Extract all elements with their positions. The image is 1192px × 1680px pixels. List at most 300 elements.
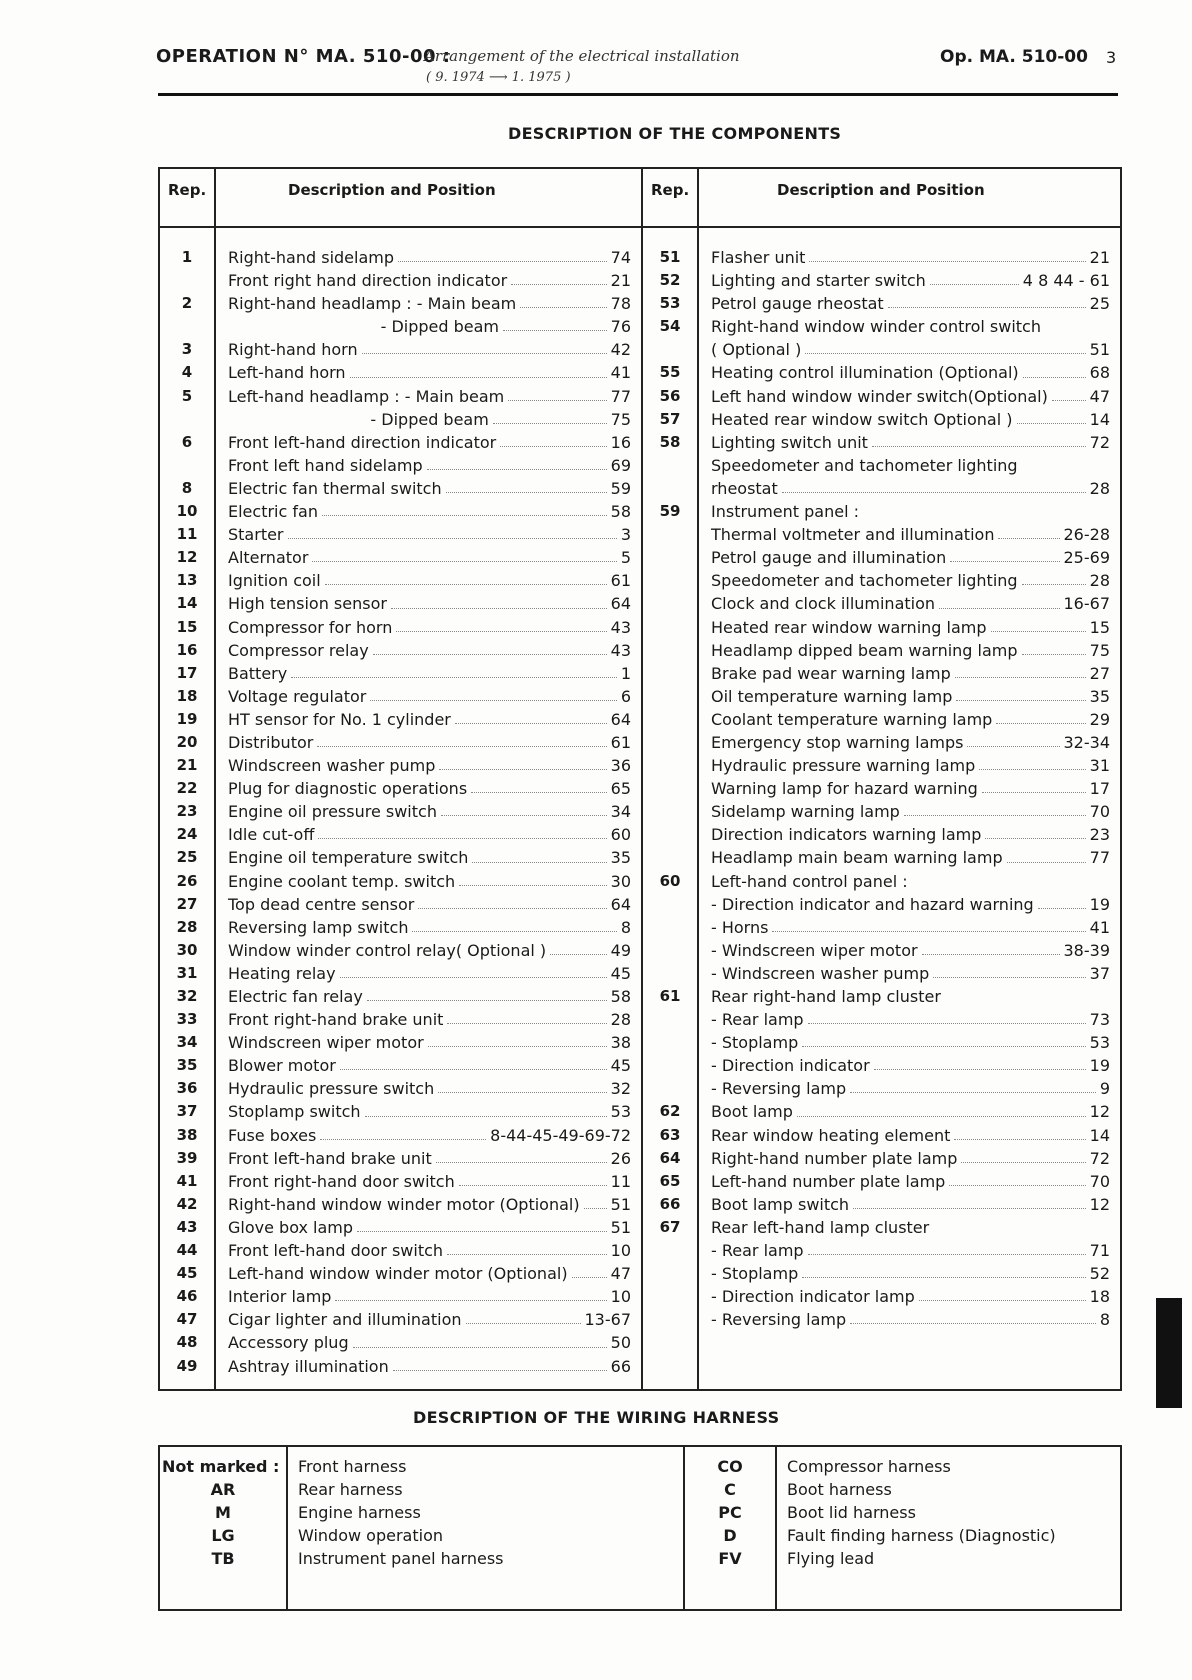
leader-dots	[912, 870, 1106, 886]
rep-number: 49	[176, 1356, 198, 1375]
component-row	[699, 662, 1120, 685]
rep-number: 63	[659, 1125, 681, 1144]
component-desc: Compressor for horn	[228, 617, 393, 637]
component-desc: Right-hand horn	[228, 340, 358, 360]
operation-number: OPERATION N° MA. 510-00 :	[156, 46, 451, 67]
component-row	[699, 777, 1120, 800]
rep-number: 45	[176, 1264, 198, 1283]
component-desc: Right-hand number plate lamp	[711, 1148, 958, 1168]
component-position: 61	[610, 571, 631, 591]
leader-dots	[362, 338, 607, 354]
component-row	[699, 408, 1120, 431]
component-desc: - Dipped beam	[228, 409, 489, 429]
leader-dots	[1007, 846, 1086, 862]
harness-code: M	[215, 1503, 231, 1522]
component-row	[699, 500, 1120, 523]
component-row	[699, 708, 1120, 731]
component-position: 69	[610, 455, 631, 475]
component-desc: Front right-hand door switch	[228, 1171, 455, 1191]
component-position: 70	[1089, 1171, 1110, 1191]
component-position: 61	[610, 732, 631, 752]
left-rep-column	[160, 246, 214, 1378]
component-position: 3	[620, 525, 631, 545]
rep-number	[160, 408, 214, 431]
rep-number: 2	[181, 294, 193, 313]
component-position: 77	[610, 386, 631, 406]
component-row	[216, 846, 641, 869]
component-position: 5	[620, 548, 631, 568]
leader-dots	[393, 1355, 607, 1371]
leader-dots	[939, 592, 1059, 608]
component-row	[699, 1124, 1120, 1147]
component-position: 8	[620, 917, 631, 937]
component-desc: Left-hand control panel :	[711, 871, 908, 891]
leader-dots	[493, 408, 607, 424]
leader-dots	[373, 639, 607, 655]
component-desc: Front left-hand direction indicator	[228, 432, 497, 452]
component-row	[216, 315, 641, 338]
component-row	[216, 500, 641, 523]
component-position: 16-67	[1063, 594, 1110, 614]
component-row	[699, 616, 1120, 639]
component-row	[216, 916, 641, 939]
leader-dots	[955, 662, 1086, 678]
leader-dots	[1052, 385, 1086, 401]
leader-dots	[427, 454, 607, 470]
component-row	[216, 662, 641, 685]
component-desc: Clock and clock illumination	[711, 594, 936, 614]
rep-number	[643, 1008, 697, 1031]
component-row	[699, 361, 1120, 384]
rep-number	[643, 662, 697, 685]
rep-number: 62	[659, 1102, 681, 1121]
component-row	[216, 1147, 641, 1170]
component-position: 45	[610, 1056, 631, 1076]
components-table	[158, 167, 1122, 1391]
leader-dots	[398, 246, 607, 262]
leader-dots	[808, 1239, 1086, 1255]
component-position: 35	[1089, 686, 1110, 706]
rep-number: 51	[659, 248, 681, 266]
component-position: 19	[1089, 894, 1110, 914]
leader-dots	[919, 1285, 1086, 1301]
component-position: 28	[1089, 571, 1110, 591]
component-row	[216, 1054, 641, 1077]
component-desc: Cigar lighter and illumination	[228, 1310, 462, 1330]
component-position: 21	[1089, 248, 1110, 267]
rep-number: 12	[176, 548, 198, 567]
component-position: 23	[1089, 825, 1110, 845]
component-row	[216, 1262, 641, 1285]
leader-dots	[888, 292, 1086, 308]
component-position: 47	[610, 1264, 631, 1284]
leader-dots	[459, 870, 606, 886]
rep-number	[643, 477, 697, 500]
rep-number	[643, 1054, 697, 1077]
harness-right-codes	[685, 1455, 775, 1570]
rep-number	[643, 338, 697, 361]
component-row	[699, 985, 1120, 1008]
component-position: 75	[610, 409, 631, 429]
component-row	[699, 916, 1120, 939]
component-row	[216, 777, 641, 800]
component-desc: Left-hand number plate lamp	[711, 1171, 946, 1191]
leader-dots	[982, 777, 1086, 793]
leader-dots	[584, 1193, 607, 1209]
harness-left-names	[288, 1455, 683, 1570]
leader-dots	[572, 1262, 607, 1278]
component-position: 43	[610, 640, 631, 660]
harness-code: AR	[210, 1480, 236, 1499]
component-desc: Heated rear window warning lamp	[711, 617, 987, 637]
leader-dots	[956, 685, 1085, 701]
rep-number	[643, 1239, 697, 1262]
component-row	[216, 1100, 641, 1123]
leader-dots	[353, 1331, 607, 1347]
leader-dots	[996, 708, 1085, 724]
rep-number: 31	[176, 963, 198, 982]
component-desc: Engine oil temperature switch	[228, 848, 469, 868]
component-desc: Boot lamp switch	[711, 1194, 850, 1214]
rep-number: 60	[659, 871, 681, 890]
component-position: 36	[610, 756, 631, 776]
component-row	[699, 292, 1120, 315]
leader-dots	[945, 985, 1106, 1001]
component-desc: Engine oil pressure switch	[228, 802, 437, 822]
rep-number: 59	[659, 502, 681, 521]
leader-dots	[930, 269, 1019, 285]
component-row	[699, 431, 1120, 454]
leader-dots	[438, 1077, 606, 1093]
rep-number	[643, 523, 697, 546]
rep-number: 30	[176, 940, 198, 959]
component-row	[216, 639, 641, 662]
component-position: 12	[1089, 1194, 1110, 1214]
harness-name: Window operation	[298, 1526, 443, 1545]
component-position: 26	[610, 1148, 631, 1168]
component-row	[699, 454, 1120, 477]
rep-number: 16	[176, 640, 198, 659]
leader-dots	[335, 1285, 606, 1301]
rep-number: 22	[176, 779, 198, 798]
rep-number: 6	[181, 432, 193, 451]
rep-number: 1	[181, 248, 193, 266]
component-desc: - Dipped beam	[228, 317, 499, 337]
component-desc: Idle cut-off	[228, 825, 315, 845]
leader-dots	[782, 477, 1086, 493]
leader-dots	[933, 1216, 1106, 1232]
component-row	[699, 1077, 1120, 1100]
component-desc: - Stoplamp	[711, 1033, 799, 1053]
component-row	[699, 246, 1120, 269]
component-position: 10	[610, 1241, 631, 1261]
leader-dots	[797, 1100, 1086, 1116]
rep-number: 61	[659, 987, 681, 1005]
harness-code: TB	[211, 1549, 235, 1568]
leader-dots	[459, 1170, 607, 1186]
component-position: 64	[610, 894, 631, 914]
leader-dots	[447, 1008, 606, 1024]
component-row	[699, 870, 1120, 893]
component-position: 21	[610, 271, 631, 291]
leader-dots	[320, 1124, 486, 1140]
component-position: 72	[1089, 1148, 1110, 1168]
component-desc: - Direction indicator and hazard warning	[711, 894, 1034, 914]
leader-dots	[954, 1124, 1085, 1140]
component-row	[699, 385, 1120, 408]
leader-dots	[325, 569, 607, 585]
harness-name: Boot lid harness	[787, 1503, 916, 1522]
leader-dots	[950, 546, 1059, 562]
component-desc: Fuse boxes	[228, 1125, 317, 1145]
harness-code: CO	[717, 1457, 743, 1476]
component-position: 28	[610, 1010, 631, 1030]
component-desc: Left hand window winder switch(Optional)	[711, 386, 1048, 406]
rep-number: 23	[176, 802, 198, 821]
component-position: 9	[1099, 1079, 1110, 1099]
component-position: 51	[1089, 340, 1110, 360]
leader-dots	[447, 1239, 607, 1255]
component-row	[699, 731, 1120, 754]
component-position: 64	[610, 709, 631, 729]
component-desc: - Rear lamp	[711, 1010, 804, 1030]
component-row	[699, 754, 1120, 777]
rep-number: 65	[659, 1171, 681, 1190]
component-position: 58	[610, 987, 631, 1006]
rep-number: 18	[176, 686, 198, 705]
component-position: 13-67	[584, 1310, 631, 1330]
component-position: 60	[610, 825, 631, 845]
leader-dots	[904, 800, 1086, 816]
component-position: 41	[1089, 917, 1110, 937]
component-desc: Front right-hand brake unit	[228, 1010, 444, 1030]
leader-dots	[391, 592, 607, 608]
leader-dots	[340, 962, 607, 978]
component-position: 11	[610, 1171, 631, 1191]
component-position: 77	[1089, 848, 1110, 868]
harness-name: Rear harness	[298, 1480, 403, 1499]
component-row	[216, 616, 641, 639]
component-desc: Right-hand window winder motor (Optional)	[228, 1194, 580, 1214]
component-position: 38-39	[1063, 940, 1110, 960]
component-position: 31	[1089, 756, 1110, 776]
rep-number: 53	[659, 294, 681, 313]
leader-dots	[979, 754, 1085, 770]
component-desc: Heating relay	[228, 963, 336, 983]
harness-name: Boot harness	[787, 1480, 892, 1499]
rep-number	[643, 1285, 697, 1308]
component-position: 28	[1089, 478, 1110, 498]
page-tab-marker	[1156, 1298, 1182, 1408]
component-position: 12	[1089, 1102, 1110, 1122]
harness-name: Engine harness	[298, 1503, 421, 1522]
leader-dots	[439, 754, 606, 770]
leader-dots	[1022, 639, 1086, 655]
component-desc: Windscreen wiper motor	[228, 1033, 424, 1053]
component-row	[216, 1355, 641, 1378]
rep-number: 64	[659, 1148, 681, 1167]
rep-number: 24	[176, 825, 198, 844]
component-position: 37	[1089, 963, 1110, 983]
component-position: 6	[620, 686, 631, 706]
leader-dots	[288, 523, 617, 539]
leader-dots	[428, 1031, 607, 1047]
component-row	[216, 385, 641, 408]
component-position: 8-44-45-49-69-72	[490, 1125, 631, 1145]
leader-dots	[985, 823, 1085, 839]
harness-code: LG	[211, 1526, 235, 1545]
component-desc: Interior lamp	[228, 1287, 332, 1307]
component-row	[699, 269, 1120, 292]
component-row	[699, 939, 1120, 962]
component-desc: Plug for diagnostic operations	[228, 779, 468, 799]
component-position: 66	[610, 1356, 631, 1376]
rep-number	[643, 731, 697, 754]
component-row	[216, 361, 641, 384]
rep-number	[643, 685, 697, 708]
leader-dots	[967, 731, 1059, 747]
component-row	[216, 1285, 641, 1308]
component-desc: High tension sensor	[228, 594, 387, 614]
component-position: 47	[1089, 386, 1110, 406]
leader-dots	[809, 246, 1085, 262]
component-row	[216, 962, 641, 985]
component-row	[699, 1193, 1120, 1216]
component-row	[699, 1147, 1120, 1170]
rep-number	[643, 962, 697, 985]
component-position: 59	[610, 478, 631, 498]
leader-dots	[772, 916, 1085, 932]
component-desc: Electric fan	[228, 502, 318, 522]
harness-left-codes	[160, 1455, 286, 1570]
component-desc: Lighting and starter switch	[711, 271, 926, 291]
component-desc: Oil temperature warning lamp	[711, 686, 953, 706]
component-position: 65	[610, 779, 631, 799]
component-position: 74	[610, 248, 631, 267]
component-desc: Speedometer and tachometer lighting	[711, 571, 1018, 591]
component-desc: Glove box lamp	[228, 1217, 354, 1237]
component-row	[216, 1008, 641, 1031]
rep-number: 58	[659, 432, 681, 451]
component-position: 32	[610, 1079, 631, 1099]
component-desc: Voltage regulator	[228, 686, 367, 706]
component-row	[216, 246, 641, 269]
component-desc: Hydraulic pressure switch	[228, 1079, 435, 1099]
rep-number	[643, 454, 697, 477]
leader-dots	[520, 292, 606, 308]
right-desc-column	[699, 246, 1120, 1331]
component-desc: Ignition coil	[228, 571, 321, 591]
component-position: 32-34	[1063, 732, 1110, 752]
rep-number: 19	[176, 709, 198, 728]
component-row	[216, 592, 641, 615]
component-position: 34	[610, 802, 631, 822]
desc-header-right: Description and Position	[698, 168, 1121, 227]
component-desc: Flasher unit	[711, 248, 806, 267]
rep-number	[160, 315, 214, 338]
component-desc: - Windscreen washer pump	[711, 963, 930, 983]
rep-number	[643, 1031, 697, 1054]
rep-number: 11	[176, 525, 198, 544]
leader-dots	[949, 1170, 1085, 1186]
rep-header-right: Rep.	[642, 168, 698, 227]
component-row	[216, 823, 641, 846]
component-row	[216, 523, 641, 546]
rep-number: 26	[176, 871, 198, 890]
component-desc: - Direction indicator	[711, 1056, 870, 1076]
leader-dots	[466, 1308, 581, 1324]
component-row	[216, 708, 641, 731]
component-position: 72	[1089, 432, 1110, 452]
rep-number: 17	[176, 663, 198, 682]
component-row	[216, 1308, 641, 1331]
rep-number	[643, 916, 697, 939]
component-desc: Instrument panel :	[711, 502, 859, 522]
leader-dots	[922, 939, 1060, 955]
leader-dots	[472, 846, 606, 862]
component-desc: Compressor relay	[228, 640, 369, 660]
component-row	[699, 639, 1120, 662]
rep-number: 35	[176, 1056, 198, 1075]
date-range: ( 9. 1974 ⟶ 1. 1975 )	[426, 70, 571, 85]
harness-code: FV	[718, 1549, 742, 1568]
rep-number: 39	[176, 1148, 198, 1167]
leader-dots	[350, 361, 607, 377]
component-position: 42	[610, 340, 631, 360]
component-row	[216, 893, 641, 916]
rep-number	[160, 269, 214, 292]
component-desc: - Direction indicator lamp	[711, 1287, 915, 1307]
component-desc: Petrol gauge rheostat	[711, 294, 884, 314]
component-row	[699, 1262, 1120, 1285]
rep-number	[643, 569, 697, 592]
desc-header-left: Description and Position	[215, 168, 642, 227]
harness-code: C	[724, 1480, 736, 1499]
component-desc: Rear window heating element	[711, 1125, 951, 1145]
component-row	[216, 477, 641, 500]
component-row	[216, 408, 641, 431]
leader-dots	[863, 500, 1106, 516]
component-desc: Right-hand window winder control switch	[711, 317, 1041, 337]
rep-number: 42	[176, 1194, 198, 1213]
rep-number: 13	[176, 571, 198, 590]
leader-dots	[312, 546, 616, 562]
rep-number: 46	[176, 1287, 198, 1306]
component-desc: HT sensor for No. 1 cylinder	[228, 709, 451, 729]
component-desc: rheostat	[711, 478, 778, 498]
leader-dots	[503, 315, 607, 331]
component-row	[216, 1031, 641, 1054]
component-position: 25	[1089, 294, 1110, 314]
component-row	[699, 569, 1120, 592]
harness-code: Not marked :	[162, 1457, 280, 1476]
header-rule	[158, 93, 1118, 96]
component-position: 53	[610, 1102, 631, 1122]
harness-table	[158, 1445, 1122, 1611]
rep-number: 25	[176, 848, 198, 867]
left-desc-column	[216, 246, 641, 1378]
leader-dots	[933, 962, 1085, 978]
component-desc: Coolant temperature warning lamp	[711, 709, 993, 729]
component-position: 73	[1089, 1010, 1110, 1030]
component-row	[699, 1054, 1120, 1077]
component-position: 50	[610, 1333, 631, 1353]
component-desc: Front right hand direction indicator	[228, 271, 508, 291]
component-position: 10	[610, 1287, 631, 1307]
component-desc: Engine coolant temp. switch	[228, 871, 456, 891]
component-desc: - Rear lamp	[711, 1241, 804, 1261]
rep-number	[643, 592, 697, 615]
